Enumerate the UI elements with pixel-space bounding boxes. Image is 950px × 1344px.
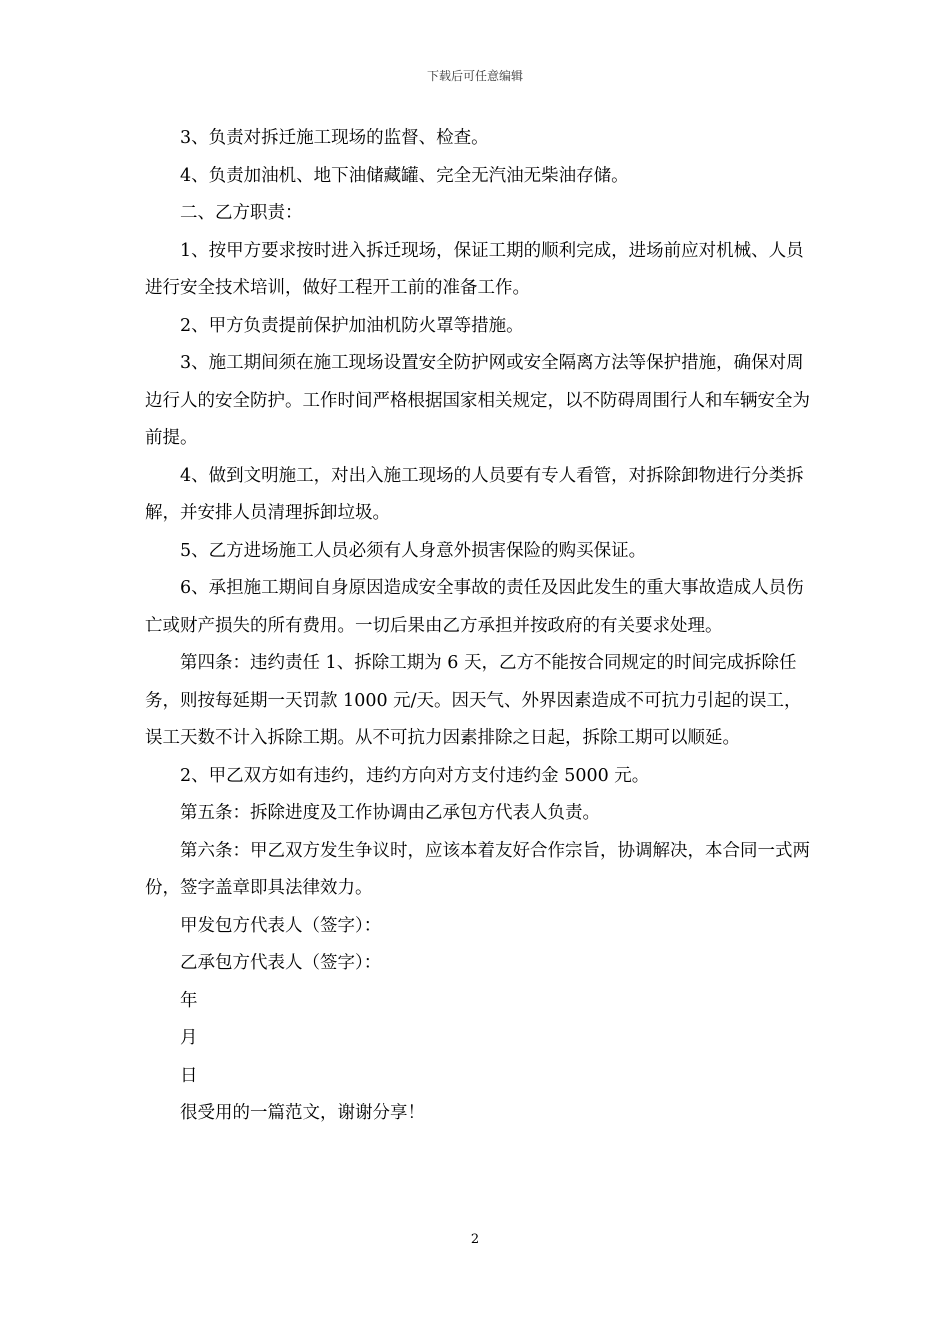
paragraph-article-4: 第四条：违约责任 1、拆除工期为 6 天，乙方不能按合同规定的时间完成拆除任务，则按每延期一天罚款 1000 元/天。因天气、外界因素造成不可抗力引起的误工，误工天数不计入拆除工期。从不可抗力因素排除之日起，拆除工期可以顺延。 xyxy=(145,653,802,748)
paragraph-article-6: 第六条：甲乙双方发生争议时，应该本着友好合作宗旨，协调解决，本合同一式两份，签字盖章即具法律效力。 xyxy=(145,840,810,898)
paragraph-article-4-2: 2、甲乙双方如有违约，违约方向对方支付违约金 5000 元。 xyxy=(180,765,650,786)
paragraph-duty-b-6: 6、承担施工期间自身原因造成安全事故的责任及因此发生的重大事故造成人员伤亡或财产损失的所有费用。一切后果由乙方承担并按政府的有关要求处理。 xyxy=(145,578,804,636)
signature-party-a: 甲发包方代表人（签字）： xyxy=(180,915,382,936)
paragraph-duty-b-1: 1、按甲方要求按时进入拆迁现场，保证工期的顺利完成，进场前应对机械、人员进行安全技术培训，做好工程开工前的准备工作。 xyxy=(145,240,804,298)
page-header-note: 下载后可任意编辑 xyxy=(426,69,523,83)
signature-party-b: 乙承包方代表人（签字）： xyxy=(180,953,382,973)
paragraph-duty-b-5: 5、乙方进场施工人员必须有人身意外损害保险的购买保证。 xyxy=(180,540,647,561)
paragraph-duty-b-4: 4、做到文明施工，对出入施工现场的人员要有专人看管，对拆除卸物进行分类拆解，并安排人员清理拆卸垃圾。 xyxy=(145,465,804,523)
date-month: 月 xyxy=(180,1028,198,1048)
date-day: 日 xyxy=(180,1065,198,1086)
document-body xyxy=(145,120,815,1133)
date-year: 年 xyxy=(180,990,198,1011)
paragraph-duty-b-3: 3、施工期间须在施工现场设置安全防护网或安全隔离方法等保护措施，确保对周边行人的安全防护。工作时间严格根据国家相关规定，以不防碍周围行人和车辆安全为前提。 xyxy=(145,353,810,448)
paragraph-duty-a-3: 3、负责对拆迁施工现场的监督、检查。 xyxy=(180,128,489,148)
section-heading-party-b: 二、乙方职责： xyxy=(180,203,303,223)
paragraph-duty-b-2: 2、甲方负责提前保护加油机防火罩等措施。 xyxy=(180,315,524,336)
paragraph-article-5: 第五条：拆除进度及工作协调由乙承包方代表人负责。 xyxy=(180,803,600,823)
closing-remark: 很受用的一篇范文，谢谢分享！ xyxy=(180,1103,425,1123)
paragraph-duty-a-4: 4、负责加油机、地下油储藏罐、完全无汽油无柴油存储。 xyxy=(180,165,629,186)
page-number: 2 xyxy=(470,1232,480,1247)
